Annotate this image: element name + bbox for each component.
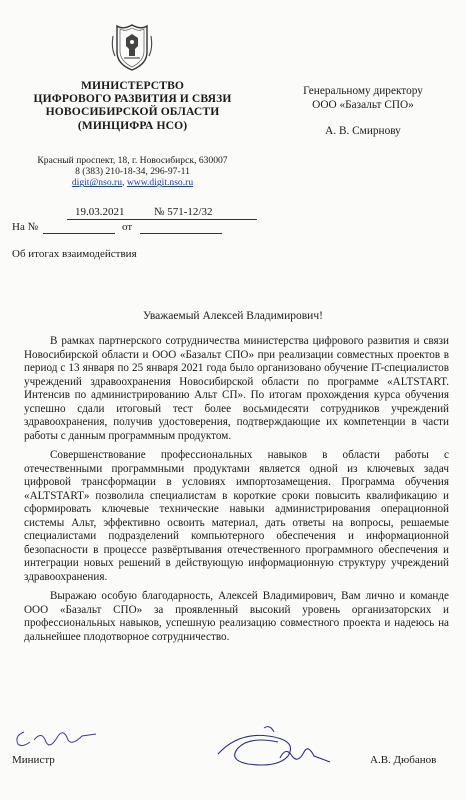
letter-number: № 571-12/32 <box>154 206 213 218</box>
email-link[interactable]: digit@nso.ru <box>71 177 123 189</box>
ministry-line: ЦИФРОВОГО РАЗВИТИЯ И СВЯЗИ <box>33 92 232 106</box>
salutation: Уважаемый Алексей Владимирович! <box>143 310 323 322</box>
from-label: от <box>122 221 133 233</box>
letter-date: 19.03.2021 <box>75 206 125 218</box>
ministry-line: МИНИСТЕРСТВО <box>80 79 185 92</box>
contact-separator: , <box>122 177 125 189</box>
ministry-name <box>30 79 235 132</box>
initials-mark <box>12 726 102 754</box>
recipient-company: ООО «Базальт СПО» <box>312 98 414 111</box>
body-paragraph: Совершенствование профессиональных навыков в области работы с отечественными программными продуктами является одной из ключевых задач цифровой трансформации в условиях импортозамещения. Программа обучения «ALTSTART» позволила специалистам в короткие сроки повысить квалификацию и сформировать ключевые технические навыки администрирования операционной системы Альт, эффективно освоить материал, дать ответы на вопросы, решаемые специалистами подразделений компьютерного обеспечения и информационной безопасности в процессе развёртывания отечественного программного обеспечения и интеграции новых решений в действующую информационную структуру учреждений здравоохранения. <box>24 449 449 583</box>
body-paragraph: В рамках партнерского сотрудничества министерства цифрового развития и связи Новосибирской области и ООО «Базальт СПО» при реализации совместных проектов в период с 13 января по 25 января 2021 года было организовано обучение IT-специалистов учреждений здравоохранения Новосибирской области по программе «ALTSTART. Интенсив по администрированию Альт СП». По итогам прохождения курса обучения успешно сдали итоговый тест более восьмидесяти сотрудников учреждений здравоохранения, получив удостоверения, подтверждающие их компетенции в части работы с данным программным продуктом. <box>24 335 449 442</box>
phone: 8 (383) 210-18-34, 296-97-11 <box>75 166 190 178</box>
ministry-line: НОВОСИБИРСКОЙ ОБЛАСТИ <box>45 105 220 119</box>
letter-body <box>24 335 449 650</box>
reply-date-line <box>140 221 222 234</box>
ministry-contacts <box>25 155 240 189</box>
recipient-name: А. В. Смирнову <box>325 124 401 137</box>
address: Красный проспект, 18, г. Новосибирск, 630007 <box>37 155 228 166</box>
signer-name: А.В. Дюбанов <box>370 754 437 766</box>
recipient-block <box>288 85 438 138</box>
web-contacts <box>25 177 240 188</box>
signer-position: Министр <box>12 754 55 766</box>
website-link[interactable]: www.digit.nso.ru <box>126 177 194 189</box>
outgoing-ref-line <box>67 207 257 220</box>
letter-subject: Об итогах взаимодействия <box>12 248 137 260</box>
recipient-title: Генеральному директору <box>303 85 423 97</box>
reply-number-line <box>43 221 115 234</box>
coat-of-arms-icon <box>111 22 153 72</box>
signature-mark <box>208 722 338 772</box>
body-paragraph: Выражаю особую благодарность, Алексей Владимирович, Вам лично и команде ООО «Базальт СПО» за проявленный высокий уровень организаторских и профессиональных навыков, успешную реализацию совместного проекта и надеюсь на дальнейшее плодотворное сотрудничество. <box>24 590 449 643</box>
reply-to-label: На № <box>12 221 39 233</box>
ministry-line: (МИНЦИФРА НСО) <box>77 118 188 132</box>
